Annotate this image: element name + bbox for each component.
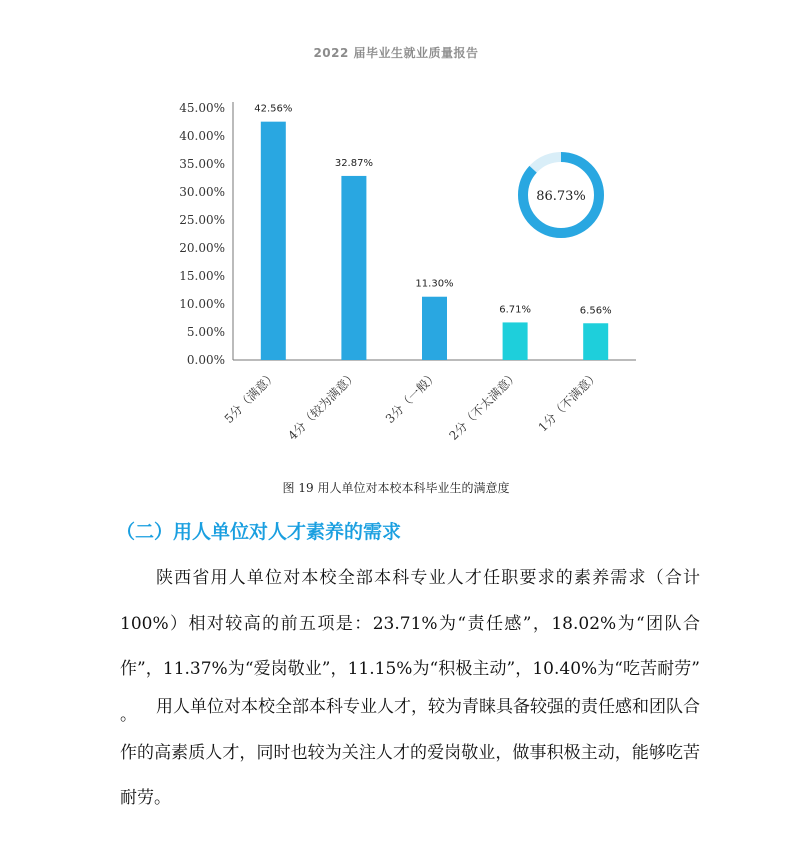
satisfaction-ring-label: 86.73%: [536, 189, 586, 204]
bar: [503, 322, 528, 360]
bar: [261, 122, 286, 360]
y-tick-label: 10.00%: [179, 297, 225, 311]
y-tick-label: 40.00%: [179, 129, 225, 143]
bar-data-label: 32.87%: [334, 157, 373, 169]
y-tick-label: 45.00%: [179, 101, 225, 115]
y-tick-label: 5.00%: [186, 325, 225, 339]
y-tick-label: 0.00%: [186, 353, 225, 367]
y-tick-label: 30.00%: [179, 185, 225, 199]
body-paragraph-1: 陕西省用人单位对本校全部本科专业人才任职要求的素养需求（合计 100%）相对较高的前五项是：23.71%为“责任感”，18.02%为“团队合作”，11.37%为“爱岗敬业”，11.15%为“积极主动”，10.40%为“吃苦耐劳” 。: [120, 568, 700, 725]
x-category-label: 3分（一般）: [382, 368, 441, 426]
figure-caption: 图 19 用人单位对本校本科毕业生的满意度: [282, 481, 510, 495]
y-tick-label: 15.00%: [179, 269, 225, 283]
y-tick-label: 35.00%: [179, 157, 225, 171]
section-title: （二）用人单位对人才素养的需求: [116, 521, 402, 543]
x-category-label: 4分（较为满意）: [285, 368, 361, 443]
x-category-label: 1分（不满意）: [535, 368, 602, 435]
y-tick-label: 20.00%: [179, 241, 225, 255]
page-header: 2022 届毕业生就业质量报告: [313, 46, 479, 60]
bar-data-label: 42.56%: [254, 103, 293, 115]
x-category-label: 2分（不太满意）: [446, 368, 522, 443]
bar: [341, 176, 366, 360]
bar-data-label: 6.56%: [579, 305, 612, 317]
body-paragraph-2: 用人单位对本校全部本科专业人才，较为青睐具备较强的责任感和团队合作的高素质人才，同时也较为关注人才的爱岗敬业，做事积极主动，能够吃苦耐劳。: [120, 697, 700, 808]
y-tick-label: 25.00%: [179, 213, 225, 227]
x-category-label: 5分（满意）: [221, 368, 280, 426]
bar: [422, 297, 447, 360]
bar-data-label: 11.30%: [415, 278, 454, 290]
bar-data-label: 6.71%: [499, 304, 531, 316]
bar: [583, 323, 608, 360]
